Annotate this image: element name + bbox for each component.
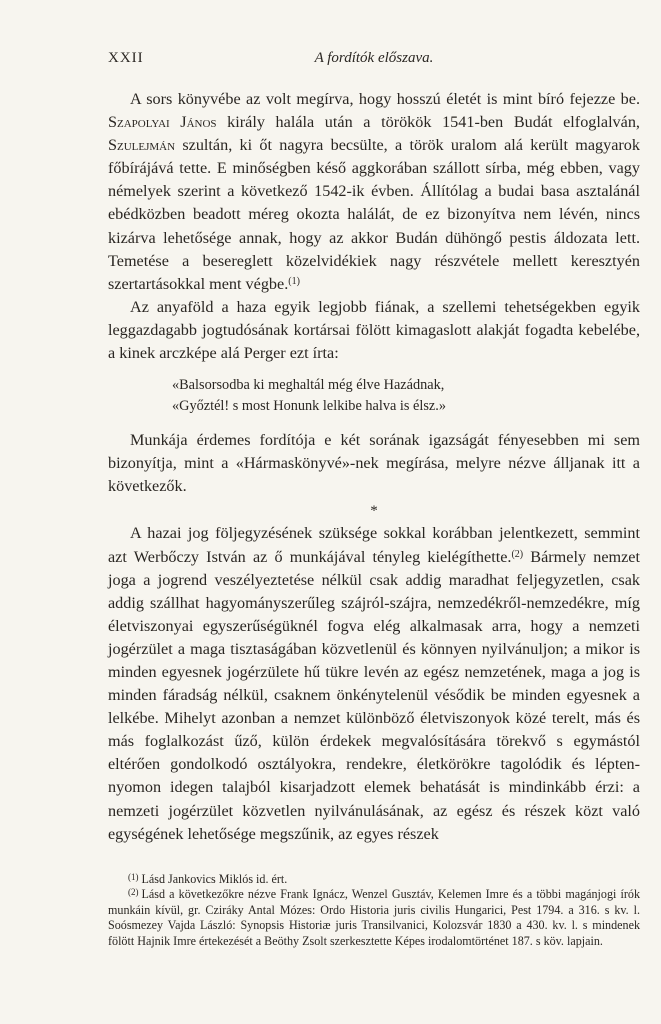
verse-quote bbox=[108, 375, 640, 417]
paragraph-1-text-b: király halála után a törökök 1541-ben Budát elfoglalván, bbox=[216, 113, 640, 132]
paragraph-3: Munkája érdemes fordítója e két sorának igazságát fényesebben mi sem bizonyítja, mint a «Hármaskönyvé»-nek megírása, melyre nézve álljanak itt a következők. bbox=[108, 431, 640, 496]
paragraph-2: Az anyaföld a haza egyik legjobb fiának, a szellemi tehetségekben egyik leggazdagabb jogtudósának kortársai fölött kimagaslott alakját fogadta kebelébe, a kinek arczképe alá Perger ezt írta: bbox=[108, 297, 640, 363]
verse-line-1: «Balsorsodba ki meghaltál még élve Hazádnak, bbox=[172, 377, 445, 394]
footnotes bbox=[108, 872, 640, 949]
paragraph-4 bbox=[108, 522, 640, 845]
page-header bbox=[108, 50, 640, 70]
name-szulejman: Szulejmán bbox=[108, 136, 176, 155]
paragraph-4-text-b: Bármely nemzet joga a jogrend veszélyeztetése nélkül csak addig maradhat feljegyzetlen, csak addig szállhat hagyományszerűleg szájról-szájra, nemzedékről-nemzedékre, míg életviszonyai egyszerűségüknél fogva elég alkalmasak arra, hogy a nemzeti jogérzület a maga tisztaságában közvetlenül és könnyen nyilvánuljon; a mikor is minden egyesnek jogérzülete hű tükre levén az egész nemzetének, maga a jog is minden fáradság nélkül, csaknem önkénytelenül vésődik be minden egyesnek a lelkébe. Mihelyt azonban a nemzet különböző életviszonyok közé terelt, más és más foglalkozást űző, külön érdekek megvalósítására törekvő s egymástól eltérően gondolkodó osztályokra, rendekre, életkörökre tagolódik és lépten-nyomon idegen talajból kisarjadzott elemek behatását is mindinkább érzi: a nemzeti jogérzület közvetlen nyilvánulásának, az egész és részek közt való egységének lehetősége megszűnik, az egyes részek bbox=[108, 547, 640, 843]
verse-line-2: «Győztél! s most Honunk lelkibe halva is élsz.» bbox=[172, 398, 446, 415]
footnote-2-mark: (2) bbox=[128, 887, 139, 898]
main-text bbox=[108, 88, 640, 846]
section-separator: * bbox=[370, 503, 378, 520]
paragraph-4-text-a: A hazai jog följegyzésének szüksége sokkal korábban jelentkezett, semmint azt Werbőczy István az ő munkájával tényleg kielégíthette. bbox=[108, 524, 640, 566]
footnote-ref-1[interactable]: (1) bbox=[288, 275, 300, 287]
name-szapolyai: Szapolyai János bbox=[108, 113, 217, 132]
footnote-1-text: Lásd Jankovics Miklós id. ért. bbox=[141, 872, 288, 886]
footnote-2-text: Lásd a következőkre nézve Frank Ignácz, Wenzel Gusztáv, Kelemen Imre és a többi magánjogi írók munkáin kívül, gr. Cziráky Antal Mózes: Ordo Historia juris civilis Hungarici, Pest 1794. a 316. s kv. l. Soósmezey Vajda László: Synopsis Historiæ juris Transilvanici, Kolozsvár 1830 a 430. kv. l. s mindenek fölött Hajnik Imre értekezését a Beöthy Zsolt szerkesztette Képes irodalomtörténet 187. s köv. lapjain. bbox=[108, 887, 640, 948]
footnote-1-mark: (1) bbox=[128, 872, 139, 882]
paragraph-1-text-a: A sors könyvébe az volt megírva, hogy hosszú életét is mint bíró fejezze be. bbox=[130, 90, 640, 108]
page-number: XXII bbox=[108, 50, 144, 66]
running-title: A fordítók előszava. bbox=[314, 50, 434, 66]
footnote-1 bbox=[108, 872, 640, 887]
paragraph-1 bbox=[108, 88, 640, 296]
footnote-2 bbox=[108, 887, 640, 949]
paragraph-1-text-c: szultán, ki őt nagyra becsülte, a török uralom alá került magyarok főbírájává tette. E minőségben késő aggkorában szállott sírba, még ebben, vagy némelyek szerint a következő 1542-ik évben. Állítólag a budai basa asztalánál ebédközben beadott méreg okozta halálát, de ez bizonyítva nem lévén, nincs kizárva lehetősége annak, hogy az akkor Budán dühöngő pestis áldozata lett. Temetése a besereglett közelvidékiek nagy részvétele mellett keresztyén szertartásokkal ment végbe. bbox=[108, 136, 640, 293]
footnote-ref-2[interactable]: (2) bbox=[511, 548, 524, 560]
